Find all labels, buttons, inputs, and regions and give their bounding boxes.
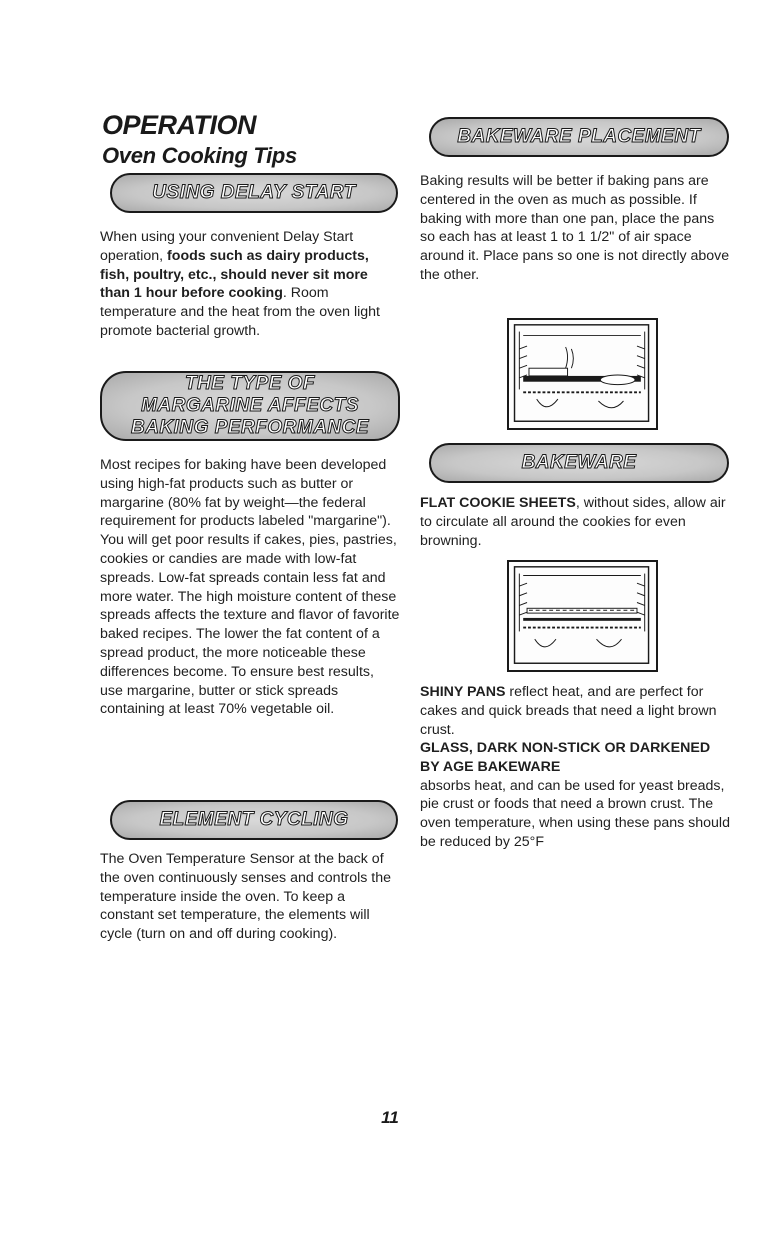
delay-start-paragraph (100, 228, 400, 341)
banner-line-1: THE TYPE OF (184, 373, 316, 395)
delay-start-intro: When using your convenient Delay Start operation, (100, 229, 354, 264)
element-cycling-paragraph: The Oven Temperature Sensor at the back of the oven continuously senses and controls the temperature inside the oven. To keep a constant set temperature, the elements will cycle (turn on and off during cooking). (100, 851, 392, 943)
banner-label: BAKEWARE PLACEMENT (457, 126, 701, 148)
page-subtitle: Oven Cooking Tips (102, 143, 297, 168)
banner-label (131, 373, 369, 439)
banner-bakeware-placement (429, 117, 729, 157)
glass-bakeware-paragraph (420, 739, 730, 852)
margarine-paragraph: Most recipes for baking have been developed using high-fat products such as butter or margarine (80% fat by weight—the federal requirement for products labeled "margarine"). You will get poor results if cakes, pies, pastries, cookies or candies are made with low-fat spreads. Low-fat spreads contain less fat and more water. The high moisture content of these spreads affects the texture and flavor of favorite baked recipes. The lower the fat content of a spread product, the more noticeable these differences become. To ensure best results, use margarine, butter or stick spreads containing at least 70% vegetable oil. (100, 457, 400, 718)
delay-start-warning: foods such as dairy products, fish, poultry, etc., should never sit more than 1 hour before cooking (100, 247, 369, 302)
banner-label: ELEMENT CYCLING (159, 809, 349, 831)
placement-paragraph: Baking results will be better if baking pans are centered in the oven as much as possible. If baking with more than one pan, place the pans so each has at least 1 to 1 1/2" of air space around it. Place pans so one is not directly above the other. (420, 173, 730, 283)
banner-label: BAKEWARE (521, 452, 637, 474)
flat-cookie-sheets-text: , without sides, allow air to circulate all around the cookies for even browning. (420, 495, 726, 549)
banner-label: USING DELAY START (152, 182, 356, 204)
banner-margarine (100, 371, 400, 441)
shiny-pans-paragraph (420, 683, 730, 739)
page-title: OPERATION (102, 110, 257, 140)
shiny-pans-text: reflect heat, and are perfect for cakes and quick breads that need a light brown crust. (420, 684, 717, 738)
page-number: 11 (381, 1108, 399, 1127)
banner-element-cycling (110, 800, 398, 840)
banner-line-2: MARGARINE AFFECTS (141, 395, 359, 417)
glass-bakeware-heading: GLASS, DARK NON-STICK OR DARKENED BY AGE BAKEWARE (420, 740, 711, 775)
oven-pan-placement-illustration (507, 318, 658, 430)
shiny-pans-heading: SHINY PANS (420, 684, 506, 700)
delay-start-ending: . Room temperature and the heat from the oven light promote bacterial growth. (100, 285, 380, 339)
banner-bakeware (429, 443, 729, 483)
banner-using-delay-start (110, 173, 398, 213)
flat-cookie-sheets-paragraph (420, 494, 730, 550)
oven-cookie-sheet-illustration (507, 560, 658, 672)
banner-line-3: BAKING PERFORMANCE (130, 416, 370, 438)
glass-bakeware-text: absorbs heat, and can be used for yeast breads, pie crust or foods that need a brown crust. The oven temperature, when using these pans should be reduced by 25°F (420, 777, 730, 850)
flat-cookie-sheets-heading: FLAT COOKIE SHEETS (420, 495, 576, 511)
